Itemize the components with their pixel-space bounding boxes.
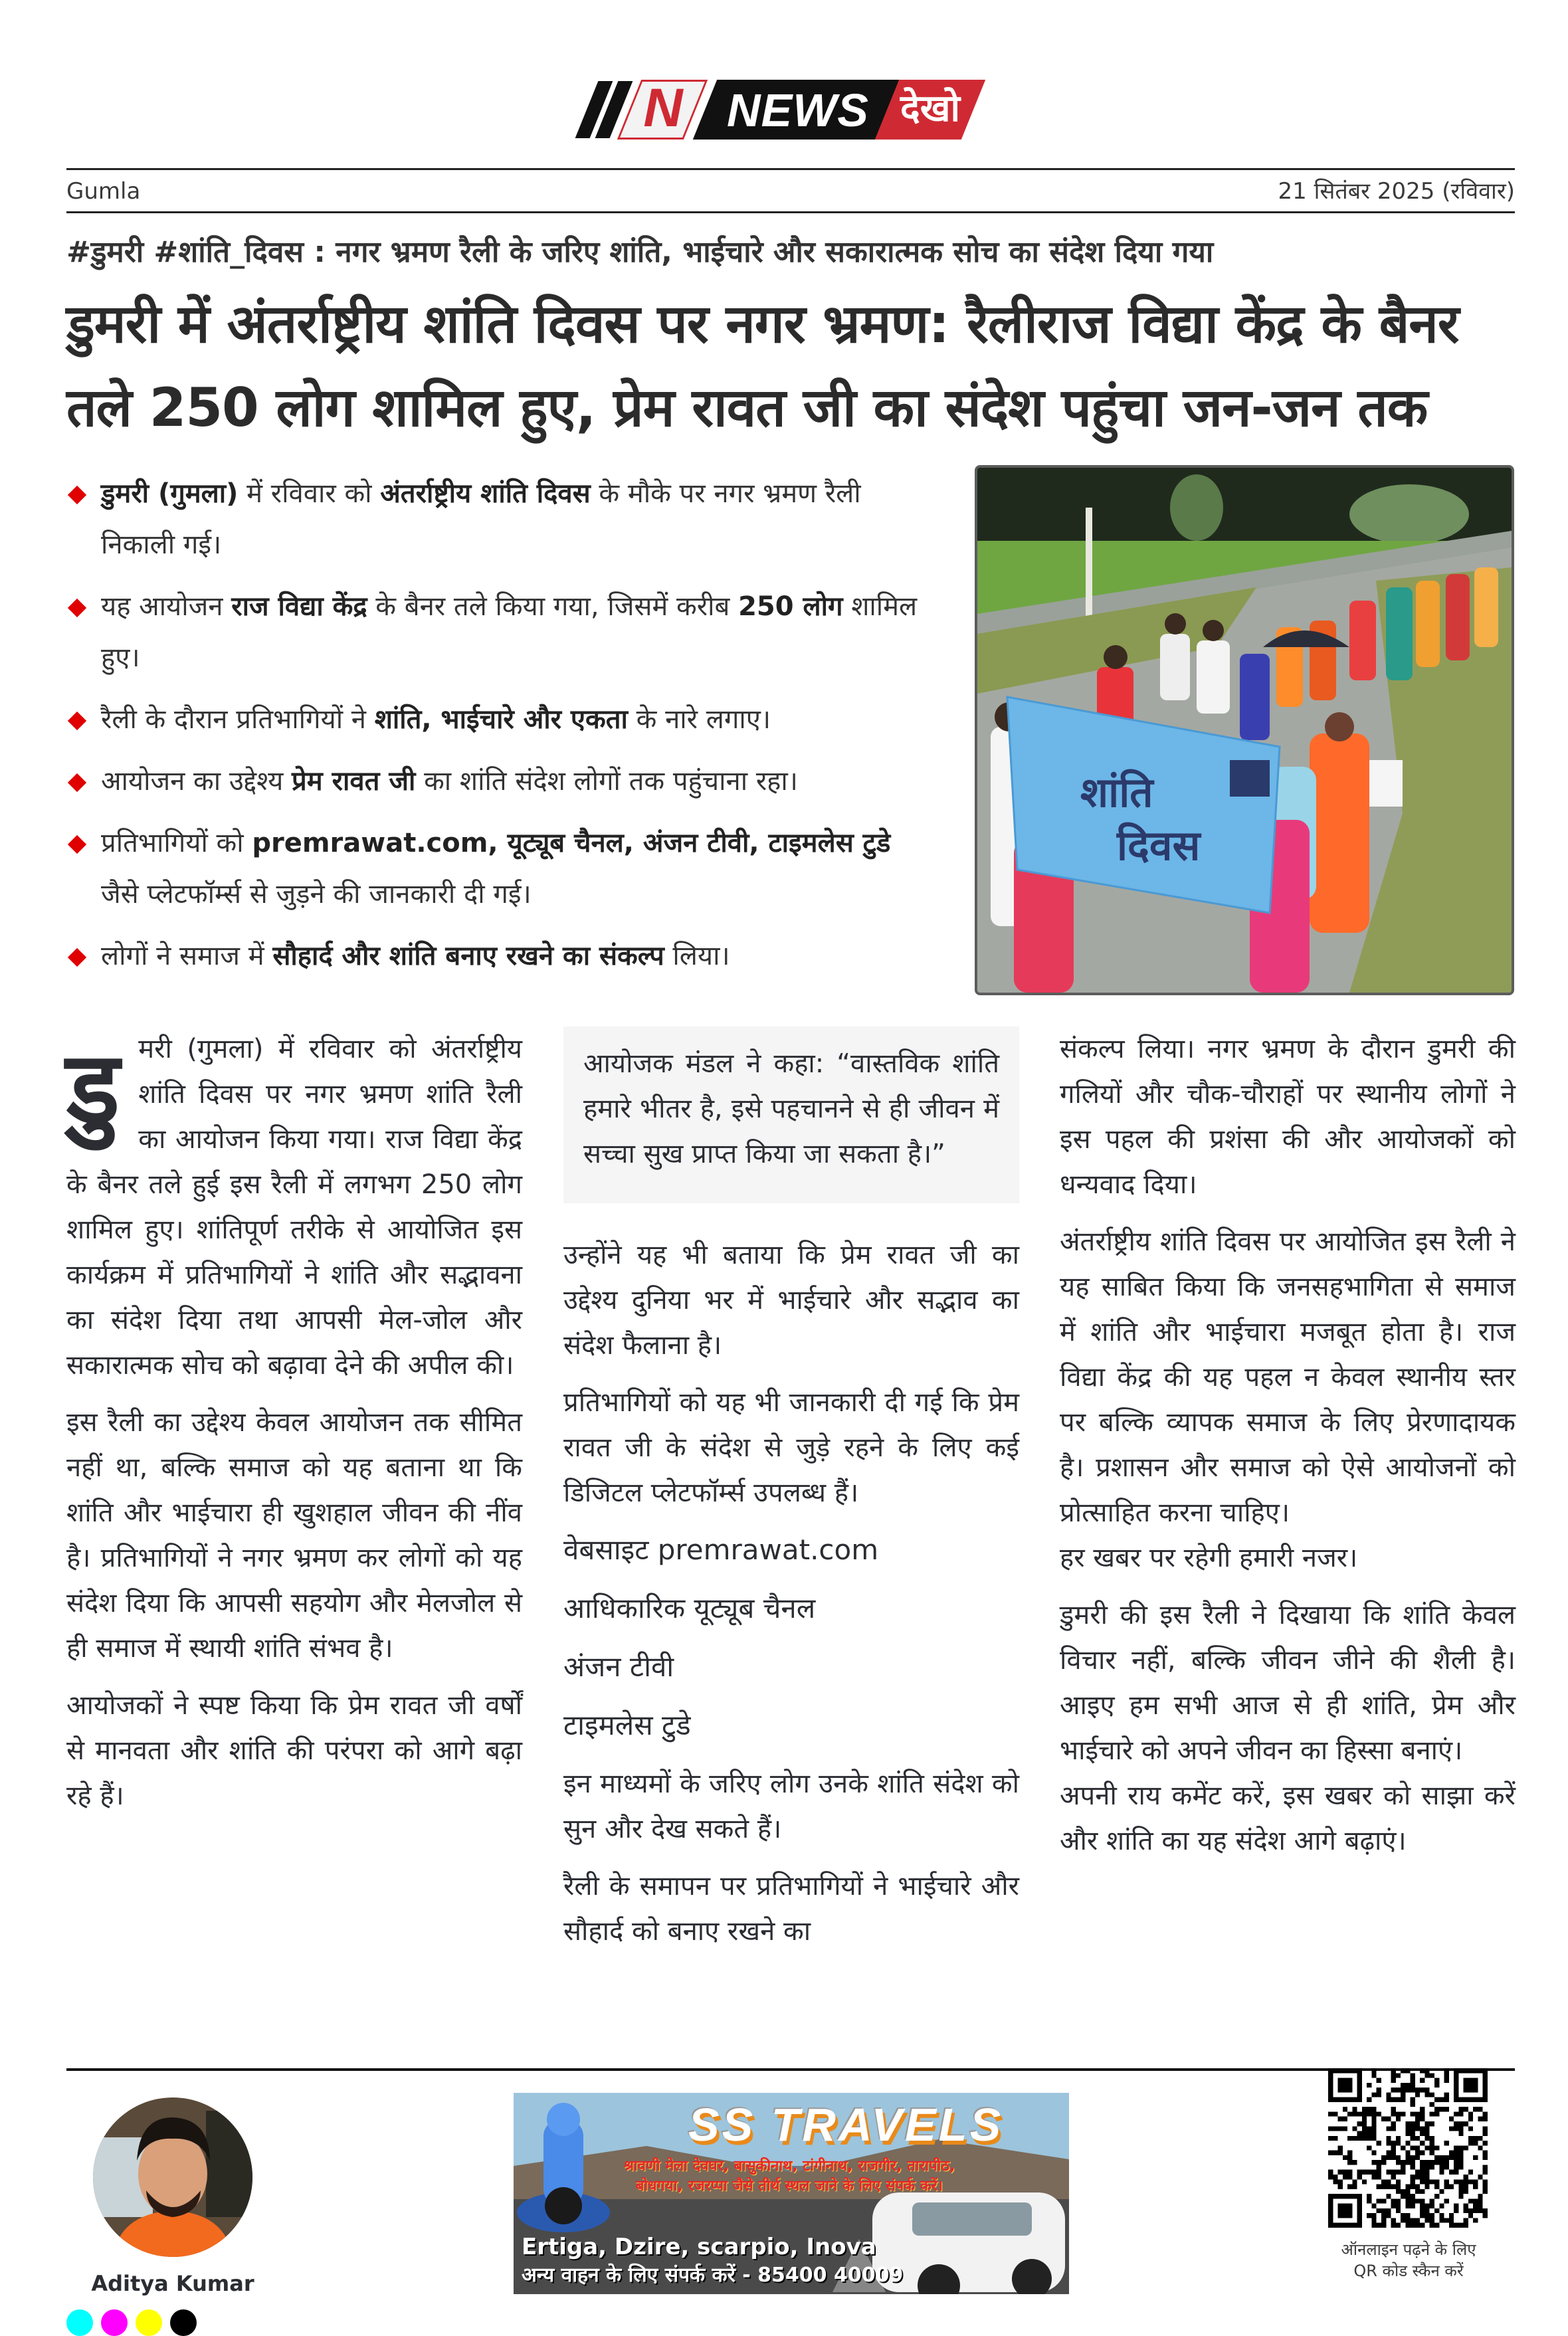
swatch-cyan <box>66 2309 93 2336</box>
qr-caption <box>1299 2239 1518 2282</box>
author-name: Aditya Kumar <box>91 2271 254 2296</box>
highlight-item <box>66 756 930 807</box>
logo-news-word: NEWS <box>727 84 869 136</box>
highlight-bold: राज विद्या केंद्र <box>231 591 367 622</box>
highlight-bold: premrawat.com, यूट्यूब चैनल, अंजन टीवी, टाइमलेस टुडे <box>252 828 891 858</box>
highlight-text: के मौके पर नगर भ्रमण रैली निकाली गई। <box>101 478 861 560</box>
qr-code-icon <box>1328 2068 1488 2228</box>
author-photo <box>93 2097 252 2257</box>
meta-rule-bottom <box>66 211 1515 213</box>
highlight-item <box>66 931 930 982</box>
diamond-bullet-icon <box>68 486 86 504</box>
diamond-bullet-icon <box>68 948 86 967</box>
article-paragraph: उन्होंने यह भी बताया कि प्रेम रावत जी का उद्देश्य दुनिया भर में भाईचारे और सद्भाव का संदेश फैलाना है। <box>563 1240 1019 1361</box>
platform-anjan-tv: अंजन टीवी <box>563 1650 674 1683</box>
author-avatar <box>93 2097 252 2257</box>
highlight-bold: शांति, भाईचारे और एकता <box>374 704 628 735</box>
news-dekho-logo[interactable] <box>575 74 993 141</box>
qr-code[interactable] <box>1328 2068 1488 2228</box>
article-paragraph: अंतर्राष्ट्रीय शांति दिवस पर आयोजित इस रैली ने यह साबित किया कि जनसहभागिता से समाज में शांति और भाईचारा मजबूत होता है। राज विद्या केंद्र की यह पहल न केवल स्थानीय स्तर पर बल्कि व्यापक समाज के लिए प्रेरणादायक है। प्रशासन और समाज को ऐसे आयोजनों को प्रोत्साहित करना चाहिए। <box>1060 1226 1516 1528</box>
platform-website: वेबसाइट premrawat.com <box>563 1533 879 1566</box>
highlight-text: के बैनर तले किया गया, जिसमें करीब <box>367 591 739 622</box>
call-to-action: अपनी राय कमेंट करें, इस खबर को साझा करें और शांति का यह संदेश आगे बढ़ाएं। <box>1060 1781 1516 1856</box>
highlight-bold: अंतर्राष्ट्रीय शांति दिवस <box>380 478 591 509</box>
highlight-item <box>66 694 930 745</box>
highlight-item <box>66 468 930 571</box>
date-label: 21 सितंबर 2025 (रविवार) <box>1278 178 1515 205</box>
masthead <box>0 74 1568 141</box>
diamond-bullet-icon <box>68 835 86 854</box>
footer-divider <box>66 2068 1515 2071</box>
article-paragraph: संकल्प लिया। नगर भ्रमण के दौरान डुमरी की गलियों और चौक-चौराहों पर स्थानीय लोगों ने इस पहल की प्रशंसा की और आयोजकों को धन्यवाद दिया। <box>1060 1034 1516 1200</box>
qr-modules <box>1328 2068 1488 2228</box>
qr-caption-line1: ऑनलाइन पढ़ने के लिए <box>1341 2240 1476 2259</box>
article-column-2 <box>563 1026 1019 1966</box>
article-paragraph: प्रतिभागियों को यह भी जानकारी दी गई कि प्रेम रावत जी के संदेश से जुड़े रहने के लिए कई डिजिटल प्लेटफॉर्म्स उपलब्ध हैं। <box>563 1387 1019 1508</box>
swatch-magenta <box>101 2309 128 2336</box>
rally-photo <box>975 465 1514 995</box>
highlight-text: लोगों ने समाज में <box>101 941 273 971</box>
diamond-bullet-icon <box>68 712 86 730</box>
highlight-text: शामिल हुए। <box>101 591 918 673</box>
highlight-text: का शांति संदेश लोगों तक पहुंचाना रहा। <box>415 766 798 797</box>
pull-quote: आयोजक मंडल ने कहा: “वास्तविक शांति हमारे भीतर है, इसे पहचानने से ही जीवन में सच्चा सुख प्राप्त किया जा सकता है।” <box>563 1026 1019 1203</box>
ad-contact-number: अन्य वाहन के लिए संपर्क करें - 85400 40009 <box>522 2264 904 2287</box>
highlight-bold: प्रेम रावत जी <box>292 766 416 797</box>
highlight-text: यह आयोजन <box>101 591 232 622</box>
diamond-bullet-icon <box>68 773 86 792</box>
color-swatches <box>66 2309 197 2336</box>
platform-youtube: आधिकारिक यूट्यूब चैनल <box>563 1592 816 1624</box>
banner-text-line2: दिवस <box>1117 821 1201 870</box>
article-paragraph: रैली के समापन पर प्रतिभागियों ने भाईचारे और सौहार्द को बनाए रखने का <box>563 1871 1019 1947</box>
article-paragraph: इस रैली का उद्देश्य केवल आयोजन तक सीमित नहीं था, बल्कि समाज को यह बताना था कि शांति और भाईचारा ही खुशहाल जीवन की नींव है। प्रतिभागियों ने नगर भ्रमण कर लोगों को यह संदेश दिया कि आपसी सहयोग और मेलजोल से ही समाज में स्थायी शांति संभव है। <box>66 1407 522 1664</box>
meta-rule-top <box>66 168 1515 170</box>
highlight-item <box>66 818 930 920</box>
article-column-1 <box>66 1026 522 1830</box>
ad-vehicles: Ertiga, Dzire, scarpio, Inova <box>522 2234 876 2260</box>
highlight-item <box>66 581 930 684</box>
ad-title: SS TRAVELS <box>688 2099 1004 2151</box>
article-paragraph: इन माध्यमों के जरिए लोग उनके शांति संदेश को सुन और देख सकते हैं। <box>563 1769 1019 1844</box>
article-paragraph: डुमरी की इस रैली ने दिखाया कि शांति केवल विचार नहीं, बल्कि जीवन जीने की शैली है। आइए हम सभी आज से ही शांति, प्रेम और भाईचारे को अपने जीवन का हिस्सा बनाएं। <box>1060 1600 1516 1766</box>
rally-photo-illustration <box>977 468 1512 993</box>
highlight-text: रैली के दौरान प्रतिभागियों ने <box>101 704 375 735</box>
tagline: हर खबर पर रहेगी हमारी नजर। <box>1060 1543 1358 1573</box>
platform-timeless-today: टाइमलेस टुडे <box>563 1709 691 1741</box>
highlight-bold: सौहार्द और शांति बनाए रखने का संकल्प <box>272 941 664 971</box>
banner-text-line1: शांति <box>1080 768 1153 817</box>
logo-n-letter: N <box>643 78 683 138</box>
highlight-text: जैसे प्लेटफॉर्म्स से जुड़ने की जानकारी दी गई। <box>101 879 532 910</box>
paragraph-text: मरी (गुमला) में रविवार को अंतर्राष्ट्रीय शांति दिवस पर नगर भ्रमण शांति रैली का आयोजन किया गया। राज विद्या केंद्र के बैनर तले हुई इस रैली में लगभग 250 लोग शामिल हुए। शांतिपूर्ण तरीके से आयोजित इस कार्यक्रम में प्रतिभागियों ने शांति और सद्भावना का संदेश दिया तथा आपसी मेल-जोल और सकारात्मक सोच को बढ़ावा देने की अपील की। <box>66 1034 522 1381</box>
highlight-text: प्रतिभागियों को <box>101 828 252 858</box>
highlights-list <box>66 468 930 993</box>
ss-travels-advertisement[interactable] <box>514 2093 1069 2294</box>
diamond-bullet-icon <box>68 599 86 617</box>
highlight-text: के नारे लगाए। <box>627 704 771 735</box>
highlight-text: में रविवार को <box>238 478 381 509</box>
kicker-headline: #डुमरी #शांति_दिवस : नगर भ्रमण रैली के जरिए शांति, भाईचारे और सकारात्मक सोच का संदेश दिया गया <box>66 235 1214 269</box>
drop-cap: डु <box>66 1030 120 1146</box>
ad-pilgrimage-places: श्रावणी मेला देवघर, बासुकीनाथ, टांगीनाथ, राजगीर, तारापीठ, बोधगया, रजरप्पा जैसे तीर्थ स्थल जाने के लिए संपर्क करें। <box>623 2158 955 2194</box>
location-label: Gumla <box>66 178 141 205</box>
article-paragraph <box>66 1026 522 1388</box>
highlight-bold: डुमरी (गुमला) <box>101 478 239 509</box>
qr-caption-line2: QR कोड स्कैन करें <box>1353 2262 1464 2280</box>
swatch-yellow <box>136 2309 162 2336</box>
highlight-bold: 250 लोग <box>738 591 843 622</box>
main-headline: डुमरी में अंतर्राष्ट्रीय शांति दिवस पर नगर भ्रमण: रैलीराज विद्या केंद्र के बैनर तले 250 लोग शामिल हुए, प्रेम रावत जी का संदेश पहुंचा जन-जन तक <box>66 293 1459 438</box>
article-paragraph: आयोजकों ने स्पष्ट किया कि प्रेम रावत जी वर्षों से मानवता और शांति की परंपरा को आगे बढ़ा रहे हैं। <box>66 1690 522 1811</box>
highlight-text: लिया। <box>664 941 730 971</box>
swatch-black <box>170 2309 197 2336</box>
article-column-3 <box>1060 1026 1516 1876</box>
highlight-text: आयोजन का उद्देश्य <box>101 766 292 797</box>
logo-hindi-word: देखो <box>900 87 961 130</box>
